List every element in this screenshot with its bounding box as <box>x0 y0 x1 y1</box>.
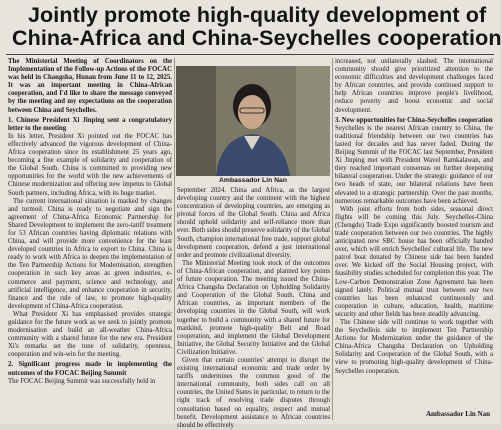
section-3-paragraph-1: Seychelles is the nearest African country to China, the traditional friendship between our two countries has lasted for decades and has never faded. During the Beijing Summit of the FOCAC last September, President Xi Jinping met with President Wavel Ramkalawan, and they reached important consensus on further deepening bilateral cooperation. Under the strategic guidance of our two heads of state, our bilateral relations have been elevated to a strategic partnership. Over the past months, numerous remarkable outcomes have been achieved. <box>335 124 493 205</box>
section-1-heading: 1. Chinese President Xi Jinping sent a congratulatory letter to the meeting <box>8 116 172 132</box>
section-3-paragraph-3: The Chinese side will continue to work together with the Seychellois side to implement Ten Partnership Actions for Modernization under the guidance of the China-Africa Changsha Declaration on Upholding Solidarity and Cooperation of the Global South, with a view to promoting high-quality development of China-Seychelles cooperation. <box>335 319 493 375</box>
portrait-illustration <box>176 66 330 176</box>
section-1-paragraph-1: In his letter, President Xi pointed out the FOCAC has effectively advanced the vigorous development of China-Africa cooperation since its establishment 25 years ago, becoming a fine example of solidarity and cooperation of the Global South. China is committed to providing new opportunities for the world with the new achievements of Chinese modernization and offering new impetus to Global South partners, including Africa, with its huge market. <box>8 132 172 197</box>
section-1-paragraph-2: The current international situation is marked by changes and turmoil. China is ready to negotiate and sign the agreement of China-Africa Economic Partnership for Shared Development to implement the zero-tariff treatment for 53 African countries having diplomatic relations with China, and will provide more convenience for the least developed countries in Africa to export to China. China is ready to work with Africa to deepen the implementation of the Ten Partnership Actions for Modernisation, strengthen cooperation in such key areas as green industries, e-commerce and payment, science and technology, and artificial intelligence, and enhance cooperation in security, finance and the rule of law, to promote high-quality development of China-Africa cooperation. <box>8 197 172 310</box>
section-3-paragraph-2: With joint efforts from both sides, seasonal direct flights will be coming this July. Seychelles-China (Chengdu) Trade Expo significantly boosted tourism and trade cooperation between our two countries. The highly anticipated new SBC house has been officially handed over, which will enrich Seychelles' cultural life. The new patrol boat donated by Chinese side has been handed over. We kicked off the Social Housing project, with feasibility studies scheduled for completion this year. The Low-Carbon Demonstration Zone Agreement has been signed lately. Political mutual trust between our two countries has been enhanced continuously and cooperation in culture, education, health, maritime security and other fields has been steadily advancing. <box>335 205 493 318</box>
byline: Ambassador Lin Nan <box>425 410 490 418</box>
column-left <box>8 58 172 420</box>
headline-rule <box>6 54 494 55</box>
section-2-paragraph-1: The FOCAC Beijing Summit was successfully held in <box>8 377 156 385</box>
ambassador-photo <box>176 66 330 176</box>
section-3-heading: 3. New opportunities for China-Seychelles cooperation <box>335 116 493 124</box>
column-divider-1 <box>174 58 175 420</box>
column-divider-2 <box>332 58 333 420</box>
middle-paragraph-3: Given that certain countries' attempt to disrupt the existing international economic and trade order by tariffs undermines the common good of the international community, both sides call on all countries, the United States in particular, to return to the right track of resolving trade disputes through consultation based on equality, respect and mutual benefit. Development assistance to African countries should be effectively <box>177 356 330 429</box>
section-1-paragraph-3: What President Xi has emphasised provides strategic guidance for the future work as we seek to jointly promote modernisation and build an all-weather China-Africa community with a shared future for the new era. President Xi's remarks set the tone of solidarity, openness, cooperation and win-win for the meeting. <box>8 310 172 359</box>
headline-line-1: Jointly promote high-quality development of <box>28 3 487 27</box>
column-middle <box>177 187 330 429</box>
section-2-heading: 2. Significant progress made in implementing the outcomes of the FOCAC Beijing Summit <box>8 361 172 377</box>
headline <box>6 3 502 50</box>
right-paragraph-0: increased, not unilaterally slashed. The international community should give prioritized attention to the economic difficulties and development challenges faced by African countries, and provide continued support to help African countries improve people's livelihood, reduce poverty and boost economic and social development. <box>335 58 493 114</box>
column-right <box>335 58 493 400</box>
headline-line-2: China-Africa and China-Seychelles cooperation <box>12 26 502 50</box>
middle-paragraph-2: The Ministerial Meeting took stock of the outcomes of China-African cooperation, and planned key points of future cooperation. The meeting issued the China-Africa Changsha Declaration on Upholding Solidarity and Cooperation of the Global South. China and African countries, as important members of the developing countries in the Global South, will work together to build a community with a shared future for mankind, promote high-quality Belt and Road cooperation, and implement the Global Development Initiative, the Global Security Initiative and the Global Civilization Initiative. <box>177 259 330 356</box>
photo-caption: Ambassador Lin Nan <box>219 177 287 184</box>
lead-paragraph: The Ministerial Meeting of Coordinators on the Implementation of the Follow-up Actions of the FOCAC was held in Changsha, Hunan from June 11 to 12, 2025. It was an important meeting in China-African cooperation, and I'd like to share the message conveyed by the meeting and my expectations on the cooperation between China and Seychelles. <box>8 58 172 114</box>
middle-paragraph-1: September 2024. China and Africa, as the largest developing country and the continent with the highest concentration of developing countries, are emerging as pivotal forces of the Global South. China and Africa should uphold solidarity and self-reliance more than ever. Both sides should preserve solidarity of the Global South, champion international free trade, support global development cooperation, defend a just international order and promote civilizational diversity. <box>177 187 330 259</box>
